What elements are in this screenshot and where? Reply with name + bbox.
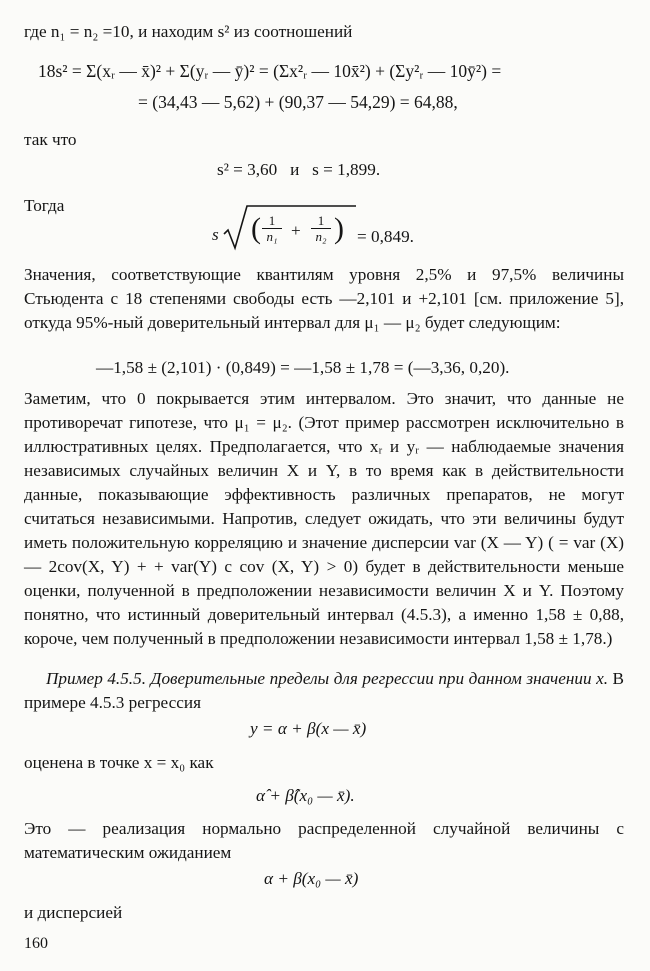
example-rest: В примере 4.5.3 регрессия xyxy=(24,669,625,712)
fraction-numerator: 1 xyxy=(268,213,276,228)
sqrt-open-paren: ( xyxy=(251,212,261,245)
paragraph-quantiles: Значения, соответствующие квантилям уровня 2,5% и 97,5% величины Стьюдента с 18 степенями свободы есть —2,101 и +2,101 [см. приложение 5], откуда 95%-ный доверительный интервал для μ₁ — μ₂ будет следующим: xyxy=(24,265,624,332)
sqrt-result: = 0,849. xyxy=(357,227,414,246)
paragraph-realization: Это — реализация нормально распределенной случайной величины с математическим ожиданием xyxy=(24,819,624,862)
fraction-denominator: n₁ xyxy=(262,228,282,244)
fraction-denominator: n₂ xyxy=(311,228,331,244)
page-number: 160 xyxy=(24,935,48,952)
equation-expectation: α + β(x₀ — x̄) xyxy=(264,869,359,888)
equation-regression: y = α + β(x — x̄) xyxy=(250,719,367,738)
equation-main-line-2: = (34,43 — 5,62) + (90,37 — 54,29) = 64,88, xyxy=(138,92,458,112)
example-title: Пример 4.5.5. Доверительные пределы для регрессии при данном значении x. xyxy=(46,669,609,688)
fraction-numerator: 1 xyxy=(317,213,325,228)
fraction-one-over-n2 xyxy=(311,213,331,244)
sqrt-close-paren: ) xyxy=(334,212,344,245)
sqrt-plus: + xyxy=(291,221,301,240)
and-variance-text: и дисперсией xyxy=(24,903,123,922)
equation-interval: —1,58 ± (2,101) · (0,849) = —1,58 ± 1,78 = (—3,36, 0,20). xyxy=(96,358,510,377)
paragraph-note: Заметим, что 0 покрывается этим интервалом. Это значит, что данные не противоречат гипотезе, что μ₁ = μ₂. (Этот пример рассмотрен исключительно в иллюстративных целях. Предполагается, что xᵣ и yᵣ — наблюдаемые значения независимых случайных величин X и Y, в то время как в действительности данные, показывающие эффективность различных препаратов, не могут считаться независимыми. Напротив, следует ожидать, что эти величины будут иметь положительную корреляцию и значение дисперсии var (X — Y) ( = var (X) — 2cov(X, Y) + + var(Y) с cov (X, Y) > 0) будет в действительности меньше оценки, полученной в предположении независимости величин X и Y. Поэтому понятно, что истинный доверительный интервал (4.5.3), а именно 1,58 ± 0,88, короче, чем полученный в предположении независимости интервал 1,58 ± 1,78.) xyxy=(24,389,624,648)
so-that-text: так что xyxy=(24,130,77,149)
equation-s-value: s² = 3,60 и s = 1,899. xyxy=(217,160,381,179)
equation-estimate: α̂ + β̂(x₀ — x̄). xyxy=(256,786,355,805)
intro-line: где n₁ = n₂ =10, и находим s² из соотношений xyxy=(24,22,353,41)
equation-main-line-1: 18s² = Σ(xᵣ — x̄)² + Σ(yᵣ — ȳ)² = (Σx²ᵣ — 10x̄²) + (Σy²ᵣ — 10ȳ²) = xyxy=(38,61,502,81)
estimated-at-point-text: оценена в точке x = x₀ как xyxy=(24,753,214,772)
example-paragraph xyxy=(24,667,624,715)
sqrt-s: s xyxy=(212,225,219,244)
then-text: Тогда xyxy=(24,196,65,215)
fraction-one-over-n1 xyxy=(262,213,282,244)
equation-sqrt xyxy=(212,198,434,254)
